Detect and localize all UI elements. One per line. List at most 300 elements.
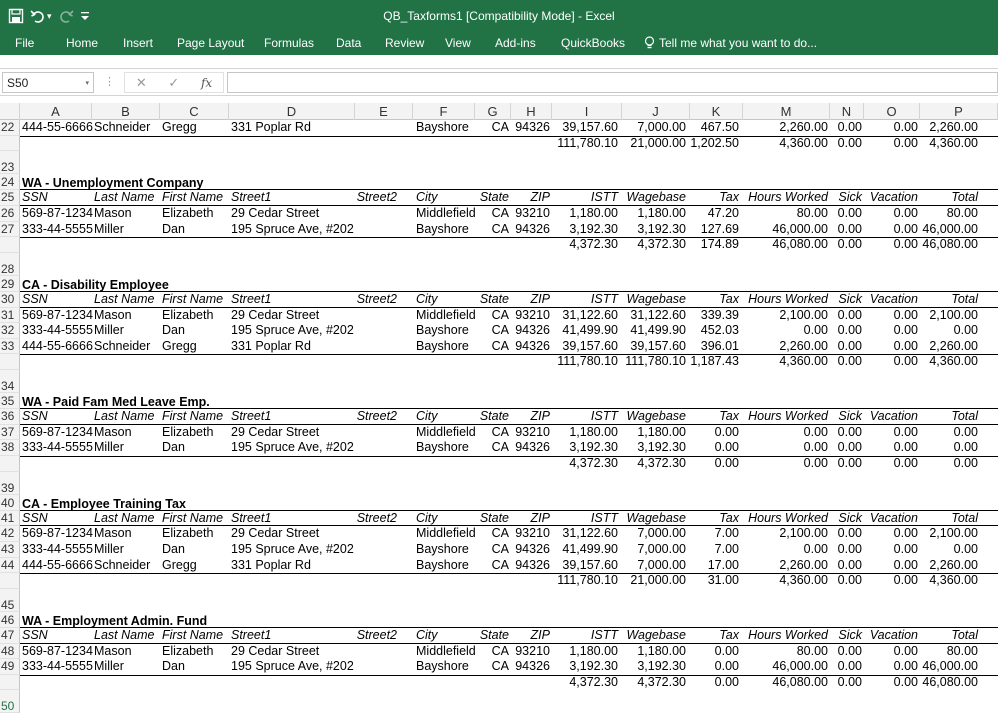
table-cell[interactable]: 2,100.00 (779, 307, 828, 322)
table-cell[interactable]: 3,192.30 (569, 440, 618, 455)
column-header-c[interactable]: C (160, 103, 229, 120)
table-cell[interactable]: 7,000.00 (637, 542, 686, 556)
table-cell[interactable]: 0.00 (714, 440, 739, 455)
column-label-cell[interactable]: Street1 (231, 628, 272, 642)
total-cell[interactable]: 0.00 (893, 573, 918, 588)
column-label-cell[interactable]: Hours Worked (748, 510, 828, 525)
table-cell[interactable]: 46,000.00 (922, 659, 978, 674)
column-label-cell[interactable]: Sick (838, 510, 862, 525)
table-cell[interactable]: Mason (94, 424, 132, 439)
table-cell[interactable]: 93210 (515, 307, 550, 322)
column-label-cell[interactable]: Vacation (869, 409, 918, 424)
table-cell[interactable]: 195 Spruce Ave, #202 (231, 221, 354, 236)
column-label-cell[interactable]: Street1 (231, 190, 272, 205)
total-cell[interactable]: 0.00 (837, 354, 862, 369)
total-cell[interactable]: 4,372.30 (637, 237, 686, 252)
table-cell[interactable]: 39,157.60 (630, 338, 686, 353)
table-cell[interactable]: Mason (94, 206, 132, 220)
total-cell[interactable]: 0.00 (893, 674, 918, 689)
column-label-cell[interactable]: Wagebase (626, 292, 686, 306)
table-cell[interactable]: 0.00 (893, 424, 918, 439)
table-cell[interactable]: 333-44-5555 (22, 323, 93, 338)
column-label-cell[interactable]: Tax (719, 292, 739, 306)
row-number[interactable]: 37 (0, 425, 20, 441)
column-label-cell[interactable]: Sick (838, 190, 862, 205)
table-cell[interactable]: 31,122.60 (562, 307, 618, 322)
table-cell[interactable]: 29 Cedar Street (231, 643, 320, 658)
table-cell[interactable]: 46,000.00 (772, 221, 828, 236)
table-cell[interactable]: 80.00 (796, 206, 828, 220)
table-cell[interactable]: 0.00 (893, 120, 918, 134)
column-label-cell[interactable]: City (416, 190, 438, 205)
table-cell[interactable]: 0.00 (893, 440, 918, 455)
table-cell[interactable]: CA (491, 323, 509, 338)
table-cell[interactable]: 195 Spruce Ave, #202 (231, 323, 354, 338)
total-cell[interactable]: 4,372.30 (637, 674, 686, 689)
table-cell[interactable]: 0.00 (803, 424, 828, 439)
row-number[interactable] (0, 354, 20, 370)
column-label-cell[interactable]: Last Name (94, 628, 155, 642)
table-cell[interactable]: 29 Cedar Street (231, 206, 320, 220)
column-header-d[interactable]: D (229, 103, 355, 120)
total-cell[interactable]: 46,080.00 (922, 674, 978, 689)
table-cell[interactable]: Middlefield (416, 424, 476, 439)
column-label-cell[interactable]: Vacation (869, 292, 918, 306)
table-cell[interactable]: 333-44-5555 (22, 659, 93, 674)
column-label-cell[interactable]: First Name (162, 409, 224, 424)
total-cell[interactable]: 0.00 (953, 456, 978, 470)
total-cell[interactable]: 46,080.00 (772, 237, 828, 252)
worksheet-grid[interactable] (0, 120, 998, 716)
table-cell[interactable]: 1,180.00 (569, 643, 618, 658)
tab-file[interactable]: File (15, 36, 35, 50)
table-cell[interactable]: 0.00 (837, 323, 862, 338)
table-cell[interactable]: 7.00 (714, 542, 739, 556)
table-cell[interactable]: 39,157.60 (562, 557, 618, 572)
chevron-down-icon[interactable]: ▾ (85, 80, 89, 87)
table-cell[interactable]: 0.00 (953, 323, 978, 338)
table-cell[interactable]: 2,260.00 (779, 120, 828, 134)
column-label-cell[interactable]: Wagebase (626, 409, 686, 424)
row-number[interactable]: 47 (0, 628, 20, 644)
table-cell[interactable]: 331 Poplar Rd (231, 557, 311, 572)
table-cell[interactable]: 2,100.00 (779, 526, 828, 541)
table-cell[interactable]: 46,000.00 (772, 659, 828, 674)
table-cell[interactable]: 0.00 (837, 557, 862, 572)
tab-add-ins[interactable]: Add-ins (495, 36, 536, 50)
column-label-cell[interactable]: City (416, 292, 438, 306)
total-cell[interactable]: 0.00 (714, 456, 739, 470)
table-cell[interactable]: 0.00 (803, 440, 828, 455)
column-label-cell[interactable]: Tax (719, 190, 739, 205)
table-cell[interactable]: Miller (94, 323, 124, 338)
table-cell[interactable]: 31,122.60 (630, 307, 686, 322)
table-cell[interactable]: Miller (94, 659, 124, 674)
table-cell[interactable]: Bayshore (416, 659, 469, 674)
column-header-k[interactable]: K (690, 103, 743, 120)
table-cell[interactable]: 2,260.00 (929, 557, 978, 572)
column-label-cell[interactable]: Street2 (356, 628, 397, 642)
table-cell[interactable]: Dan (162, 440, 185, 455)
table-cell[interactable] (355, 526, 413, 542)
column-label-cell[interactable]: First Name (162, 510, 224, 525)
table-cell[interactable]: 94326 (515, 557, 550, 572)
table-cell[interactable]: CA (491, 526, 509, 541)
row-number[interactable]: 26 (0, 206, 20, 222)
table-cell[interactable]: 0.00 (837, 424, 862, 439)
table-cell[interactable]: 39,157.60 (562, 338, 618, 353)
table-cell[interactable]: Bayshore (416, 440, 469, 455)
total-cell[interactable]: 0.00 (837, 456, 862, 470)
tab-insert[interactable]: Insert (123, 36, 154, 50)
table-cell[interactable]: 333-44-5555 (22, 440, 93, 455)
total-cell[interactable]: 111,780.10 (557, 354, 618, 369)
table-cell[interactable]: 94326 (515, 323, 550, 338)
table-cell[interactable]: 0.00 (837, 338, 862, 353)
table-cell[interactable]: Bayshore (416, 120, 469, 134)
tab-home[interactable]: Home (66, 36, 99, 50)
column-header-o[interactable]: O (864, 103, 920, 120)
row-number[interactable]: 49 (0, 659, 20, 675)
table-cell[interactable]: 0.00 (803, 323, 828, 338)
column-header-g[interactable]: G (475, 103, 511, 120)
tab-view[interactable]: View (445, 36, 471, 50)
table-cell[interactable]: 331 Poplar Rd (231, 338, 311, 353)
table-cell[interactable]: 569-87-1234 (22, 424, 93, 439)
column-label-cell[interactable]: Vacation (869, 510, 918, 525)
column-label-cell[interactable]: ISTT (590, 510, 618, 525)
column-label-cell[interactable]: ZIP (530, 510, 550, 525)
table-cell[interactable]: 7,000.00 (637, 557, 686, 572)
column-label-cell[interactable]: Sick (838, 628, 862, 642)
column-label-cell[interactable]: Wagebase (626, 190, 686, 205)
table-cell[interactable]: CA (491, 643, 509, 658)
table-cell[interactable]: 41,499.90 (562, 323, 618, 338)
row-number[interactable]: 32 (0, 323, 20, 339)
table-cell[interactable]: Gregg (162, 557, 197, 572)
column-label-cell[interactable]: State (479, 292, 509, 306)
total-cell[interactable]: 0.00 (837, 674, 862, 689)
table-cell[interactable]: 0.00 (714, 643, 739, 658)
column-label-cell[interactable]: Street2 (356, 190, 397, 205)
column-label-cell[interactable]: ISTT (590, 190, 618, 205)
table-cell[interactable]: Dan (162, 659, 185, 674)
total-cell[interactable]: 4,360.00 (779, 573, 828, 588)
table-cell[interactable]: 1,180.00 (569, 424, 618, 439)
table-cell[interactable]: CA (491, 307, 509, 322)
row-number[interactable]: 48 (0, 644, 20, 660)
table-cell[interactable]: 93210 (515, 206, 550, 220)
column-label-cell[interactable]: ZIP (530, 292, 550, 306)
table-cell[interactable] (355, 659, 413, 675)
total-cell[interactable]: 1,202.50 (690, 135, 739, 150)
row-number[interactable]: 44 (0, 558, 20, 574)
table-cell[interactable]: 7,000.00 (637, 526, 686, 541)
table-cell[interactable]: 0.00 (893, 526, 918, 541)
table-cell[interactable]: 0.00 (837, 440, 862, 455)
table-cell[interactable]: 452.03 (700, 323, 739, 338)
table-cell[interactable]: Schneider (94, 557, 151, 572)
table-cell[interactable]: Mason (94, 307, 132, 322)
table-cell[interactable]: Mason (94, 643, 132, 658)
table-cell[interactable]: Middlefield (416, 307, 476, 322)
table-cell[interactable]: 0.00 (893, 542, 918, 556)
column-label-cell[interactable]: Last Name (94, 510, 155, 525)
table-cell[interactable]: 3,192.30 (569, 659, 618, 674)
total-cell[interactable]: 21,000.00 (630, 573, 686, 588)
column-label-cell[interactable]: Wagebase (626, 510, 686, 525)
table-cell[interactable]: Elizabeth (162, 424, 214, 439)
row-number[interactable]: 42 (0, 526, 20, 542)
table-cell[interactable]: 29 Cedar Street (231, 424, 320, 439)
total-cell[interactable]: 4,372.30 (569, 456, 618, 470)
total-cell[interactable]: 21,000.00 (630, 135, 686, 150)
column-label-cell[interactable]: First Name (162, 292, 224, 306)
row-number[interactable]: 35 (0, 393, 20, 409)
table-cell[interactable]: Schneider (94, 120, 151, 134)
column-label-cell[interactable]: ISTT (590, 628, 618, 642)
table-cell[interactable] (355, 440, 413, 456)
table-cell[interactable]: 3,192.30 (637, 440, 686, 455)
row-number[interactable]: 34 (0, 370, 20, 393)
row-number[interactable]: 24 (0, 174, 20, 190)
table-cell[interactable]: Bayshore (416, 338, 469, 353)
column-label-cell[interactable]: Total (951, 190, 978, 205)
table-cell[interactable]: Gregg (162, 338, 197, 353)
more-options-icon[interactable]: ⋮ (104, 76, 115, 88)
table-cell[interactable]: Schneider (94, 338, 151, 353)
column-label-cell[interactable]: Street1 (231, 510, 272, 525)
table-cell[interactable]: 0.00 (714, 659, 739, 674)
table-cell[interactable]: 0.00 (953, 424, 978, 439)
column-label-cell[interactable]: SSN (22, 292, 48, 306)
table-cell[interactable]: 1,180.00 (637, 206, 686, 220)
table-cell[interactable]: Miller (94, 440, 124, 455)
row-number[interactable]: 38 (0, 440, 20, 456)
row-number[interactable]: 33 (0, 339, 20, 355)
table-cell[interactable]: 0.00 (837, 221, 862, 236)
table-cell[interactable]: 1,180.00 (637, 643, 686, 658)
section-title[interactable]: CA - Disability Employee (20, 276, 998, 292)
table-cell[interactable]: 94326 (515, 221, 550, 236)
column-label-cell[interactable]: Sick (838, 409, 862, 424)
column-header-i[interactable]: I (552, 103, 622, 120)
row-number[interactable] (0, 136, 20, 152)
row-number[interactable]: 50 (0, 690, 20, 713)
row-number[interactable]: 43 (0, 542, 20, 558)
row-number[interactable]: 46 (0, 612, 20, 628)
table-cell[interactable]: 0.00 (893, 338, 918, 353)
table-cell[interactable]: 444-55-6666 (22, 557, 93, 572)
table-cell[interactable]: 7,000.00 (637, 120, 686, 134)
table-cell[interactable]: 39,157.60 (562, 120, 618, 134)
table-cell[interactable]: 569-87-1234 (22, 643, 93, 658)
total-cell[interactable]: 0.00 (893, 135, 918, 150)
table-cell[interactable]: 0.00 (953, 440, 978, 455)
table-cell[interactable]: 127.69 (700, 221, 739, 236)
table-cell[interactable]: 17.00 (707, 557, 739, 572)
row-number[interactable] (0, 573, 20, 589)
table-cell[interactable]: Dan (162, 323, 185, 338)
table-cell[interactable]: CA (491, 338, 509, 353)
column-header-b[interactable]: B (92, 103, 160, 120)
row-number[interactable]: 31 (0, 308, 20, 324)
table-cell[interactable]: Elizabeth (162, 307, 214, 322)
column-label-cell[interactable]: Tax (719, 409, 739, 424)
table-cell[interactable]: 0.00 (803, 542, 828, 556)
table-cell[interactable]: CA (491, 206, 509, 220)
column-label-cell[interactable]: Tax (719, 628, 739, 642)
table-cell[interactable]: Bayshore (416, 542, 469, 556)
table-cell[interactable]: Elizabeth (162, 643, 214, 658)
column-label-cell[interactable]: Vacation (869, 628, 918, 642)
row-number[interactable]: 23 (0, 151, 20, 174)
column-label-cell[interactable]: State (479, 190, 509, 205)
row-number[interactable]: 25 (0, 190, 20, 206)
table-cell[interactable] (355, 206, 413, 222)
table-cell[interactable]: Gregg (162, 120, 197, 134)
table-cell[interactable]: 94326 (515, 659, 550, 674)
column-label-cell[interactable]: Street1 (231, 409, 272, 424)
table-cell[interactable] (355, 339, 413, 355)
section-title[interactable]: WA - Paid Fam Med Leave Emp. (20, 393, 998, 409)
table-cell[interactable]: 0.00 (837, 542, 862, 556)
total-cell[interactable]: 0.00 (837, 573, 862, 588)
column-header-e[interactable]: E (355, 103, 413, 120)
table-cell[interactable]: 333-44-5555 (22, 221, 93, 236)
column-header-m[interactable]: M (743, 103, 830, 120)
total-cell[interactable]: 4,360.00 (779, 135, 828, 150)
tell-me-box[interactable] (644, 36, 817, 50)
row-number[interactable] (0, 675, 20, 691)
table-cell[interactable]: Middlefield (416, 526, 476, 541)
table-cell[interactable]: 0.00 (837, 120, 862, 134)
table-cell[interactable]: 0.00 (714, 424, 739, 439)
column-header-f[interactable]: F (413, 103, 475, 120)
column-label-cell[interactable]: Vacation (869, 190, 918, 205)
column-label-cell[interactable]: Last Name (94, 190, 155, 205)
total-cell[interactable]: 4,372.30 (637, 456, 686, 470)
row-number[interactable]: 30 (0, 292, 20, 308)
table-cell[interactable] (355, 644, 413, 660)
row-number[interactable]: 22 (0, 120, 20, 136)
table-cell[interactable]: Middlefield (416, 643, 476, 658)
table-cell[interactable]: 0.00 (837, 206, 862, 220)
column-label-cell[interactable]: SSN (22, 628, 48, 642)
table-cell[interactable]: 80.00 (946, 643, 978, 658)
column-label-cell[interactable]: Total (951, 292, 978, 306)
table-cell[interactable] (355, 222, 413, 238)
table-cell[interactable]: Dan (162, 221, 185, 236)
column-label-cell[interactable]: City (416, 409, 438, 424)
table-cell[interactable]: Mason (94, 526, 132, 541)
column-label-cell[interactable]: City (416, 510, 438, 525)
total-cell[interactable]: 111,780.10 (557, 135, 618, 150)
row-number[interactable]: 41 (0, 511, 20, 527)
section-title[interactable]: WA - Employment Admin. Fund (20, 612, 998, 628)
table-cell[interactable]: 94326 (515, 440, 550, 455)
table-cell[interactable]: 31,122.60 (562, 526, 618, 541)
row-number[interactable]: 40 (0, 495, 20, 511)
total-cell[interactable]: 0.00 (893, 456, 918, 470)
table-cell[interactable]: Elizabeth (162, 526, 214, 541)
total-cell[interactable]: 46,080.00 (772, 674, 828, 689)
total-cell[interactable]: 4,360.00 (929, 354, 978, 369)
column-label-cell[interactable]: SSN (22, 409, 48, 424)
undo-dropdown-icon[interactable]: ▾ (47, 10, 52, 21)
column-label-cell[interactable]: ZIP (530, 628, 550, 642)
table-cell[interactable]: 0.00 (893, 643, 918, 658)
row-number[interactable] (0, 456, 20, 472)
table-cell[interactable]: 80.00 (796, 643, 828, 658)
total-cell[interactable]: 1,187.43 (690, 354, 739, 369)
table-cell[interactable]: Bayshore (416, 557, 469, 572)
table-cell[interactable]: Bayshore (416, 221, 469, 236)
table-cell[interactable]: CA (491, 424, 509, 439)
column-label-cell[interactable]: ZIP (530, 190, 550, 205)
table-cell[interactable]: 569-87-1234 (22, 206, 93, 220)
table-cell[interactable]: 93210 (515, 526, 550, 541)
table-cell[interactable] (355, 425, 413, 441)
table-cell[interactable]: 0.00 (893, 323, 918, 338)
table-cell[interactable]: 339.39 (700, 307, 739, 322)
row-number[interactable]: 29 (0, 276, 20, 292)
table-cell[interactable]: 0.00 (893, 221, 918, 236)
table-cell[interactable]: 2,260.00 (929, 120, 978, 134)
table-cell[interactable]: Middlefield (416, 206, 476, 220)
table-cell[interactable]: 29 Cedar Street (231, 526, 320, 541)
table-cell[interactable]: 94326 (515, 120, 550, 134)
column-header-p[interactable]: P (920, 103, 998, 120)
total-cell[interactable]: 0.00 (837, 237, 862, 252)
column-label-cell[interactable]: Hours Worked (748, 292, 828, 306)
table-cell[interactable]: 94326 (515, 338, 550, 353)
total-cell[interactable]: 0.00 (803, 456, 828, 470)
table-cell[interactable]: 0.00 (837, 659, 862, 674)
table-cell[interactable]: 46,000.00 (922, 221, 978, 236)
tab-data[interactable]: Data (336, 36, 362, 50)
table-cell[interactable]: 331 Poplar Rd (231, 120, 311, 134)
table-cell[interactable]: CA (491, 557, 509, 572)
total-cell[interactable]: 4,372.30 (569, 237, 618, 252)
column-header-h[interactable]: H (511, 103, 552, 120)
table-cell[interactable]: 0.00 (837, 643, 862, 658)
table-cell[interactable] (355, 558, 413, 574)
column-label-cell[interactable]: State (479, 628, 509, 642)
column-label-cell[interactable]: First Name (162, 190, 224, 205)
table-cell[interactable]: 47.20 (707, 206, 739, 220)
column-label-cell[interactable]: Street2 (356, 510, 397, 525)
column-label-cell[interactable]: Street2 (356, 292, 397, 306)
table-cell[interactable]: Miller (94, 221, 124, 236)
tab-formulas[interactable]: Formulas (264, 36, 315, 50)
row-number[interactable]: 39 (0, 472, 20, 495)
total-cell[interactable]: 4,372.30 (569, 674, 618, 689)
section-title[interactable]: CA - Employee Training Tax (20, 495, 998, 511)
column-label-cell[interactable]: Total (951, 409, 978, 424)
column-header-a[interactable]: A (20, 103, 92, 120)
table-cell[interactable]: 2,100.00 (929, 307, 978, 322)
table-cell[interactable]: 0.00 (893, 206, 918, 220)
table-cell[interactable]: 569-87-1234 (22, 526, 93, 541)
column-label-cell[interactable]: Street1 (231, 292, 272, 306)
table-cell[interactable]: 93210 (515, 643, 550, 658)
total-cell[interactable]: 4,360.00 (779, 354, 828, 369)
total-cell[interactable]: 4,360.00 (929, 135, 978, 150)
table-cell[interactable]: 0.00 (893, 659, 918, 674)
table-cell[interactable] (355, 120, 413, 136)
table-cell[interactable]: 94326 (515, 542, 550, 556)
